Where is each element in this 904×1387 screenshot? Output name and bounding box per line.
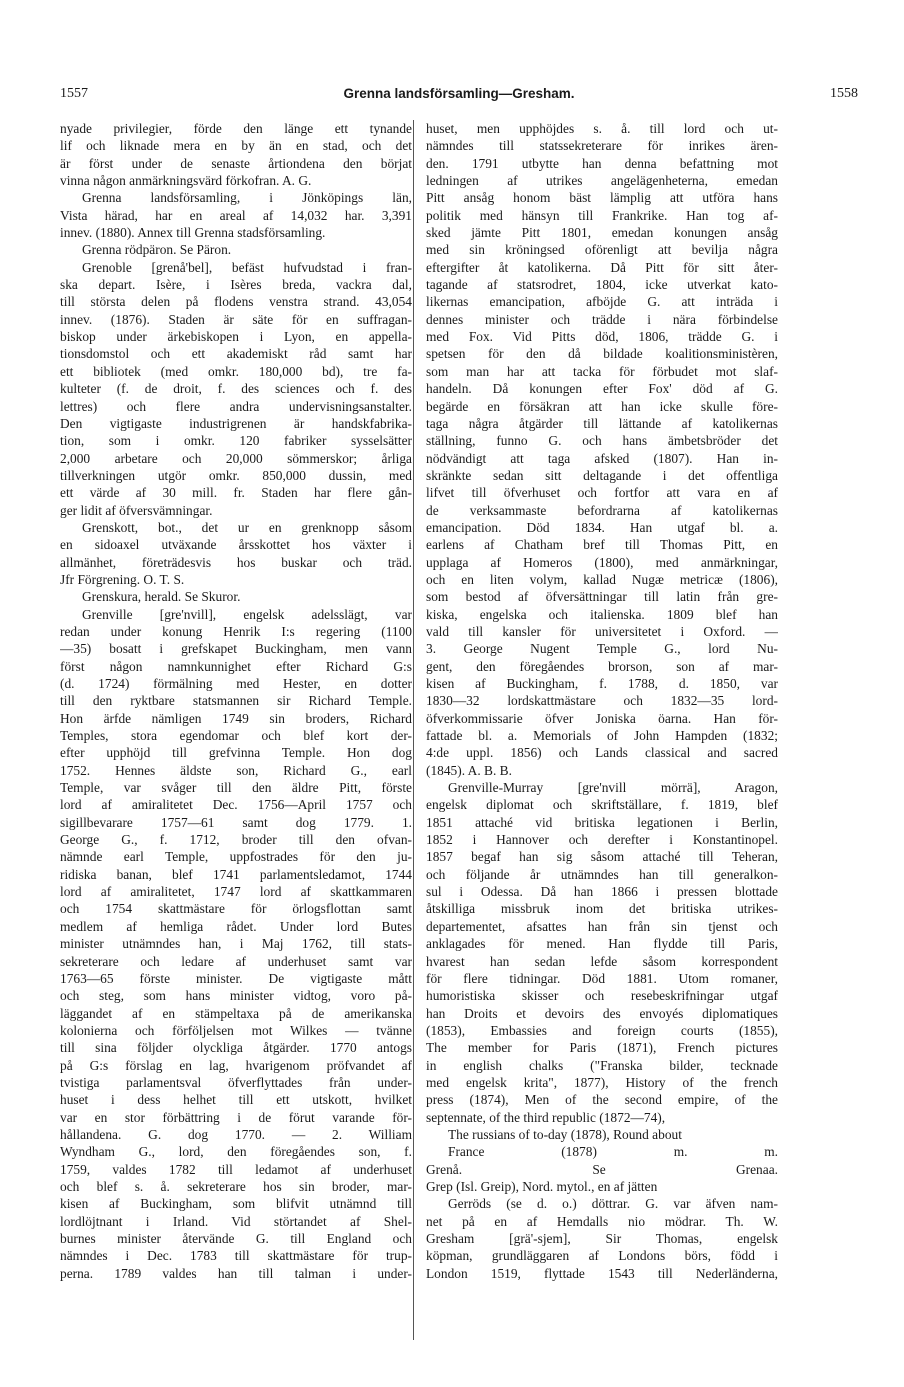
text-line: för flere tidningar. Död 1881. Utom romaner, bbox=[426, 970, 778, 986]
right-column bbox=[426, 120, 778, 1282]
text-line: med sin kröningsed oförenligt att bevilja några bbox=[426, 242, 778, 258]
text-line: Grenna landsförsamling, i Jönköpings län, bbox=[82, 190, 412, 206]
text-line: 1759, valdes 1782 till ledamot af underhuset bbox=[60, 1161, 412, 1177]
running-title: Grenna landsförsamling—Gresham. bbox=[343, 86, 575, 101]
text-line: Hon ärfde nämligen 1749 sin broders, Richard bbox=[60, 710, 412, 726]
text-line: sekreterare och ledare af underhuset samt var bbox=[60, 953, 412, 969]
text-line: ger lidit af öfversvämningar. bbox=[60, 502, 213, 518]
text-line: —35) bosatt i grefskapet Buckingham, men vann bbox=[60, 641, 412, 657]
text-line: Wyndham G., lord, den föregåendes son, f. bbox=[60, 1144, 412, 1160]
text-line: nödvändigt att taga afsked (1807). Han in- bbox=[426, 450, 778, 466]
text-line: fattade bl. a. Memorials of John Hampden (1832; bbox=[426, 728, 778, 744]
text-line: (1845). A. B. B. bbox=[426, 762, 512, 778]
text-line: lifvet till öfverhuset och fortfor att vara en af bbox=[426, 485, 778, 501]
text-line: (d. 1724) förmälning med Hester, en dotter bbox=[60, 676, 412, 691]
text-line: Grenskura, herald. Se Skuror. bbox=[82, 589, 241, 605]
text-line: vinna någon anmärkningsvärd förkofran. A. G. bbox=[60, 173, 312, 189]
text-line: Grenville-Murray [gre'nvill mörrä], Aragon, bbox=[448, 780, 778, 796]
text-line: perna. 1789 valdes han till talman i under- bbox=[60, 1265, 412, 1281]
text-line: lord af amiralitetet, 1747 lord af skattkammaren bbox=[60, 884, 412, 900]
text-line: Pitt ansåg honom bäst lämplig att utföra hans bbox=[426, 190, 778, 206]
text-line: på G:s förslag en lag, hvarigenom pröfvandet af bbox=[60, 1057, 412, 1073]
text-line: innev. (1880). Annex till Grenna stadsförsamling. bbox=[60, 225, 326, 241]
text-line: med engelsk krita", 1877), History of the french bbox=[426, 1074, 778, 1090]
text-line: tionsdomstol och ett akademiskt råd samt har bbox=[60, 346, 412, 362]
text-line: eftergifter åt katolikerna. Då Pitt för sitt åter- bbox=[426, 259, 778, 275]
text-line: hållandena. G. dog 1770. — 2. William bbox=[60, 1126, 412, 1142]
text-line: 3. George Nugent Temple G., lord Nu- bbox=[426, 641, 778, 657]
text-line: köpman, grundläggaren af Londons börs, född i bbox=[426, 1248, 778, 1264]
text-line: han Droits et devoirs des envoyés diplomatiques bbox=[426, 1005, 778, 1021]
text-line: press (1874), Men of the second empire, of the bbox=[426, 1092, 778, 1108]
text-line: och blef s. å. sekreterare hos sin broder, mar- bbox=[60, 1178, 412, 1194]
text-line: Gresham [grä'-sjem], Sir Thomas, engelsk bbox=[426, 1231, 778, 1246]
text-line: Den vigtigaste industrigrenen är handskfabrika- bbox=[60, 415, 412, 431]
text-line: George G., f. 1712, broder till den ofvan- bbox=[60, 832, 412, 848]
text-line: begärde en försäkran att han icke skulle före- bbox=[426, 398, 778, 414]
text-line: ställning, funno G. och hans ämbetsbröder det bbox=[426, 433, 778, 449]
text-line: en sidoaxel utväxande årsskottet hos växter i bbox=[60, 537, 412, 553]
text-line: Grep (Isl. Greip), Nord. mytol., en af jätten bbox=[426, 1178, 658, 1194]
text-line: lordlöjtnant i Irland. Vid störtandet af Shel- bbox=[60, 1213, 412, 1229]
text-line: in english chalks ("Franska bilder, tecknade bbox=[426, 1057, 778, 1073]
text-line: och steg, som hans minister vidtog, voro på- bbox=[60, 988, 412, 1004]
text-line: London 1519, flyttade 1543 till Nederländerna, bbox=[426, 1265, 778, 1281]
text-line: Jfr Förgrening. O. T. S. bbox=[60, 571, 185, 587]
text-line: som man har att tacka för förbudet mot slaf- bbox=[426, 363, 778, 379]
text-line: Grenna rödpäron. Se Päron. bbox=[82, 242, 232, 258]
text-line: 2,000 arbetare och 20,000 sömmerskor; årliga bbox=[60, 450, 412, 466]
text-line: 1763—65 förste minister. De vigtigaste mått bbox=[60, 970, 412, 986]
text-line: emancipation. Död 1834. Han utgaf bl. a. bbox=[426, 519, 778, 535]
text-line: efter upphöjd till grefvinna Temple. Hon dog bbox=[60, 745, 412, 761]
text-line: minister utnämndes han, i Maj 1762, till stats- bbox=[60, 936, 412, 952]
text-line: som bestod af öfversättningar till latin från gre- bbox=[426, 589, 778, 605]
text-line: tagande af statsrodret, 1804, icke utverkat kato- bbox=[426, 277, 778, 293]
text-line: net på en af Hemdalls nio mödrar. Th. W. bbox=[426, 1213, 778, 1229]
text-line: Grenå. Se Grenaa. bbox=[426, 1161, 778, 1177]
page-number-right: 1558 bbox=[830, 86, 858, 101]
text-line: med Fox. Vid Pitts död, 1806, trädde G. i bbox=[426, 329, 778, 345]
text-line: The member for Paris (1871), French pictures bbox=[426, 1040, 778, 1056]
text-line: lord af amiralitetet Dec. 1756—April 1757 och bbox=[60, 797, 412, 813]
text-line: ett bibliotek (med omkr. 180,000 bd), tre fa- bbox=[60, 363, 412, 379]
text-line: läggandet af en stämpeltaxa på de amerikanska bbox=[60, 1005, 412, 1021]
text-line: likernas emancipation, afböjde G. att inträda i bbox=[426, 294, 778, 310]
column-divider bbox=[413, 120, 414, 1340]
text-line: Temples, stora egendomar och blef kort der- bbox=[60, 728, 412, 744]
text-line: redan under konung Henrik I:s regering (1100 bbox=[60, 623, 412, 639]
text-line: allmänhet, företrädesvis hos buskar och träd. bbox=[60, 554, 412, 570]
text-line: kulteter (f. de droit, f. des sciences och f. des bbox=[60, 381, 412, 397]
text-line: 4:de uppl. 1856) och Lands classical and sacred bbox=[426, 745, 778, 761]
text-line: huset i dess helhet till ett utskott, hvilket bbox=[60, 1092, 412, 1108]
text-line: öfverkommissarie öfver Joniska öarna. Han för- bbox=[426, 710, 778, 726]
text-line: och följande år utnämndes han till generalkon- bbox=[426, 866, 778, 882]
text-line: ett värde af 30 mill. fr. Staden har flere gån- bbox=[60, 485, 412, 501]
text-line: till sina följder olyckliga åtgärder. 1770 antogs bbox=[60, 1040, 412, 1056]
text-line: Grenoble [grenå'bel], befäst hufvudstad i fran- bbox=[82, 259, 412, 275]
text-line: 1852 i Hannover och derefter i Konstantinopel. bbox=[426, 832, 778, 848]
text-line: först någon namnkunnighet efter Richard G:s bbox=[60, 658, 412, 674]
text-line: spetsen för den då bildade koalitionsministèren, bbox=[426, 346, 778, 362]
text-line: handeln. Då konungen efter Fox' död af G. bbox=[426, 381, 778, 397]
page-number-left: 1557 bbox=[60, 86, 88, 101]
text-line: humoristiska skisser och resebeskrifningar utgaf bbox=[426, 988, 778, 1004]
text-line: de verksammaste befordrarna af katolikernas bbox=[426, 502, 778, 518]
text-line: och en liten volym, kallad Nugæ metricæ (1806), bbox=[426, 571, 778, 587]
page-header bbox=[60, 86, 858, 108]
text-line: kisen af Buckingham, f. 1788, d. 1850, var bbox=[426, 676, 778, 691]
text-line: kolonierna och förföljelsen mot Wilkes — tvänne bbox=[60, 1022, 412, 1038]
text-line: huset, men upphöjdes s. å. till lord och ut- bbox=[426, 121, 778, 136]
text-line: lif och liknade mera en by än en stad, och det bbox=[60, 138, 412, 154]
text-line: lettres) och flere andra undervisningsanstalter. bbox=[60, 398, 412, 414]
text-line: 1830—32 lordskattmästare och 1832—35 lord- bbox=[426, 693, 778, 709]
text-line: ledningen af utrikes angelägenheterna, emedan bbox=[426, 173, 778, 189]
text-line: Temple, var svåger till den äldre Pitt, förste bbox=[60, 780, 412, 796]
text-line: sigillbevarare 1757—61 samt dog 1779. 1. bbox=[60, 814, 412, 830]
text-line: Grenskott, bot., det ur en grenknopp såsom bbox=[82, 519, 412, 535]
text-line: till den ryktbare statsmannen sir Richard Temple. bbox=[60, 693, 412, 709]
text-line: innev. (1876). Staden är säte för en suffragan- bbox=[60, 311, 412, 327]
text-line: departementet, afsattes han från sin tjenst och bbox=[426, 918, 778, 934]
text-line: Vista härad, har en areal af 14,032 har. 3,391 bbox=[60, 207, 412, 223]
text-line: vald till kansler för universitetet i Oxford. — bbox=[426, 623, 778, 639]
text-line: upplaga af Homeros (1800), med anmärkningar, bbox=[426, 554, 778, 570]
text-line: Gerröds (se d. o.) döttrar. G. var äfven nam- bbox=[448, 1196, 778, 1212]
text-line: och 1754 skattmästare för örlogsflottan samt bbox=[60, 901, 412, 917]
text-line: 1752. Hennes äldste son, Richard G., earl bbox=[60, 762, 412, 778]
text-line: nämnde earl Temple, uppfostrades för den ju- bbox=[60, 849, 412, 865]
text-line: tion, som i omkr. 120 fabriker sysselsätter bbox=[60, 433, 412, 449]
text-line: åtskilliga missbruk inom det britiska utrikes- bbox=[426, 901, 778, 917]
text-line: biskop under ärkebiskopen i Lyon, en appella- bbox=[60, 329, 412, 345]
text-line: The russians of to-day (1878), Round about bbox=[448, 1126, 682, 1142]
text-line: nyade privilegier, förde den länge ett tynande bbox=[60, 121, 412, 136]
text-line: medlem af hemliga rådet. Under lord Butes bbox=[60, 918, 412, 934]
text-line: ridiska banan, blef 1741 parlamentsledamot, 1744 bbox=[60, 866, 412, 882]
text-line: skränkte sedan sitt deltagande i det offentliga bbox=[426, 467, 778, 483]
text-line: (1853), Embassies and foreign courts (1855), bbox=[426, 1022, 778, 1038]
text-line: taga några åtgärder till lättande af katolikernas bbox=[426, 415, 778, 431]
text-line: hvarest han sedan lefde såsom korrespondent bbox=[426, 953, 778, 969]
text-line: anklagades för mened. Han flydde till Paris, bbox=[426, 936, 778, 952]
text-line: kisen af Buckingham, som blifvit utnämnd till bbox=[60, 1196, 412, 1212]
text-line: kiska, engelska och italienska. 1809 blef han bbox=[426, 606, 778, 622]
text-line: är först under de senaste årtiondena den börjat bbox=[60, 155, 412, 171]
text-line: earlens af Chatham bref till Thomas Pitt, en bbox=[426, 537, 778, 553]
text-line: dennes minister och trädde i nära förbindelse bbox=[426, 311, 778, 327]
text-line: 1851 attaché vid britiska legationen i Berlin, bbox=[426, 814, 778, 830]
text-line: var en stor förbättring i de förut varande för- bbox=[60, 1109, 412, 1125]
text-line: sul i Odessa. Då han 1866 i pressen blottade bbox=[426, 884, 778, 900]
left-column bbox=[60, 120, 412, 1282]
text-line: gent, den föregåendes brorson, son af mar- bbox=[426, 658, 778, 674]
text-line: burnes minister återvände G. till England och bbox=[60, 1231, 412, 1246]
text-line: nämndes till statssekreterare för inrikes ären- bbox=[426, 138, 778, 154]
text-line: sked jämte Pitt 1801, emedan konungen ansåg bbox=[426, 225, 778, 241]
text-line: septennate, of the third republic (1872—74), bbox=[426, 1109, 666, 1125]
text-line: den. 1791 utbytte han denna befattning mot bbox=[426, 155, 778, 171]
text-line: engelsk diplomat och skriftställare, f. 1819, blef bbox=[426, 797, 778, 813]
text-line: tillverkningen utgör omkr. 850,000 dussin, med bbox=[60, 467, 412, 483]
text-line: nämndes i Dec. 1783 till skattmästare för trup- bbox=[60, 1248, 412, 1264]
text-line: politik med hänsyn till Frankrike. Han tog af- bbox=[426, 207, 778, 223]
text-line: 1857 begaf han sig såsom attaché till Teheran, bbox=[426, 849, 778, 865]
text-line: tvistiga parlamentsval öfverflyttades från under- bbox=[60, 1074, 412, 1090]
text-line: France (1878) m. m. bbox=[448, 1144, 778, 1160]
text-line: Grenville [gre'nvill], engelsk adelsslägt, var bbox=[82, 606, 412, 622]
text-line: till största delen på flodens venstra strand. 43,054 bbox=[60, 294, 412, 310]
text-line: ska depart. Isère, i Isères breda, vackra dal, bbox=[60, 277, 412, 293]
